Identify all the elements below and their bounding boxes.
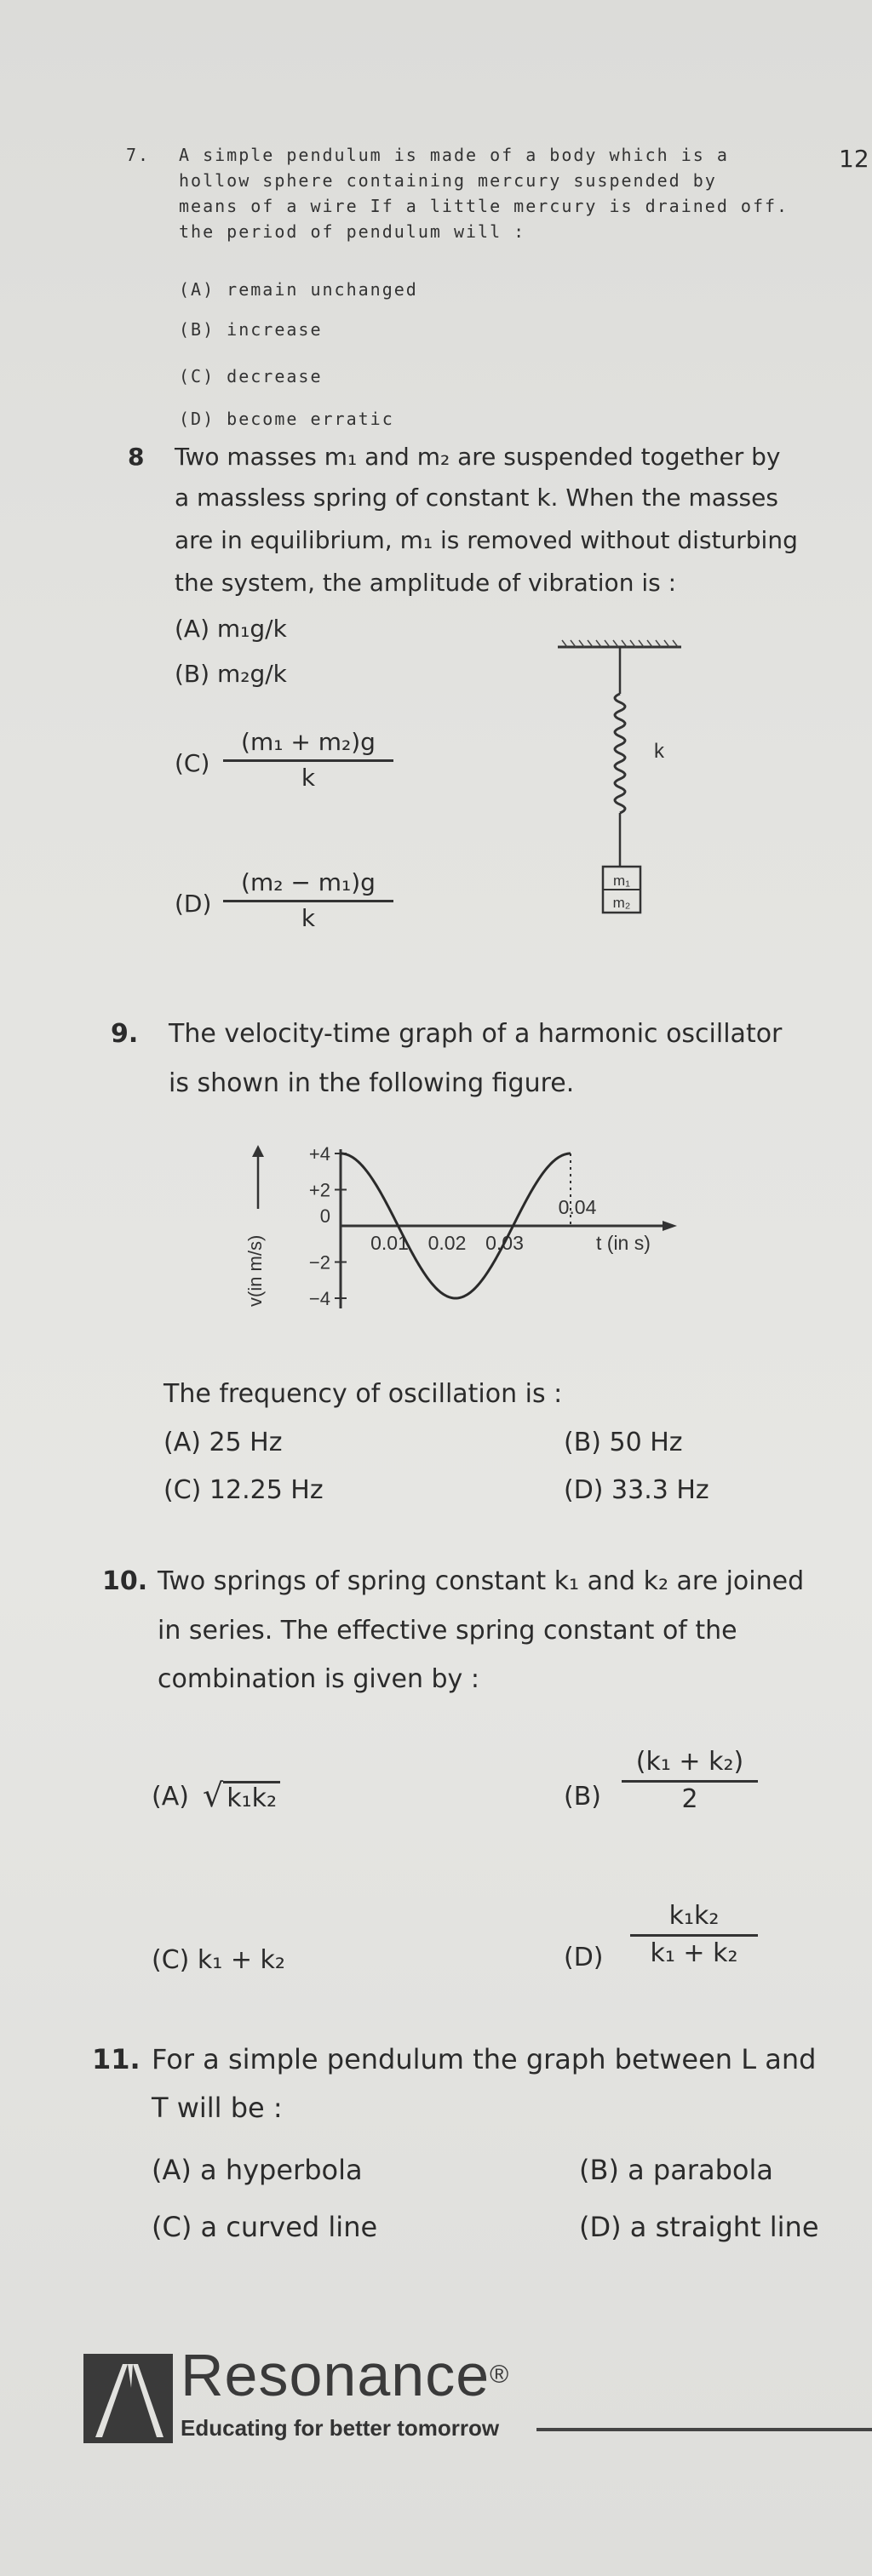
question-number: 11. bbox=[92, 2043, 141, 2075]
mass-m1-label: m₁ bbox=[613, 873, 630, 889]
option-d-fraction bbox=[630, 1901, 758, 1968]
y-tick-label: −2 bbox=[308, 1251, 330, 1274]
spring-constant-label: k bbox=[654, 740, 664, 763]
option-b-fraction bbox=[622, 1747, 758, 1814]
numerator: (m₂ − m₁)g bbox=[241, 868, 376, 896]
brand-name: Resonance® bbox=[181, 2342, 510, 2408]
question-text-line: T will be : bbox=[152, 2092, 283, 2124]
question-prompt: The frequency of oscillation is : bbox=[164, 1379, 563, 1409]
mass-m2-label: m₂ bbox=[612, 895, 631, 911]
y-label-arrow-head bbox=[252, 1145, 264, 1157]
option-d: (D) 33.3 Hz bbox=[564, 1475, 709, 1505]
option-a-label: (A) bbox=[152, 1782, 189, 1812]
sqrt-radicand: k₁k₂ bbox=[223, 1781, 280, 1813]
question-text-line: hollow sphere containing mercury suspended by bbox=[179, 170, 717, 191]
y-tick-label: 0 bbox=[319, 1205, 330, 1227]
x-axis-label: t (in s) bbox=[596, 1232, 651, 1254]
denominator: k bbox=[301, 904, 316, 932]
question-text-line: combination is given by : bbox=[158, 1664, 479, 1694]
option-a: (A) remain unchanged bbox=[179, 279, 418, 300]
option-b: (B) m₂g/k bbox=[175, 660, 287, 688]
footer-rule bbox=[536, 2428, 872, 2431]
option-a: (A) 25 Hz bbox=[164, 1428, 283, 1457]
option-a: (A) m₁g/k bbox=[175, 615, 287, 643]
y-tick-label: −4 bbox=[308, 1288, 330, 1309]
x-axis-arrow bbox=[663, 1221, 677, 1231]
option-b-label: (B) bbox=[564, 1782, 601, 1812]
option-c: (C) k₁ + k₂ bbox=[152, 1945, 285, 1975]
spring-coil bbox=[615, 694, 625, 813]
question-text-line: a massless spring of constant k. When the masses bbox=[175, 484, 778, 512]
option-b: (B) a parabola bbox=[579, 2154, 773, 2186]
question-number: 8 bbox=[128, 443, 145, 471]
page-number: 12 bbox=[839, 145, 869, 173]
numerator: k₁k₂ bbox=[668, 1901, 720, 1931]
sqrt-symbol: √ bbox=[203, 1777, 224, 1814]
question-number: 7. bbox=[126, 145, 151, 165]
resonance-logo-icon bbox=[83, 2354, 173, 2443]
x-tick-label: 0.01 bbox=[370, 1232, 409, 1254]
question-text-line: The velocity-time graph of a harmonic oscillator bbox=[169, 1019, 783, 1049]
denominator: k bbox=[301, 764, 316, 792]
option-b: (B) 50 Hz bbox=[564, 1428, 683, 1457]
option-d: (D) a straight line bbox=[579, 2211, 819, 2243]
numerator: (m₁ + m₂)g bbox=[241, 728, 376, 756]
question-text-line: means of a wire If a little mercury is drained off. bbox=[179, 196, 789, 216]
numerator: (k₁ + k₂) bbox=[635, 1747, 744, 1777]
x-tick-label: 0.03 bbox=[485, 1232, 524, 1254]
option-d-label: (D) bbox=[175, 890, 212, 918]
option-c: (C) decrease bbox=[179, 366, 323, 386]
denominator: k₁ + k₂ bbox=[650, 1938, 738, 1968]
question-text-line: A simple pendulum is made of a body which is a bbox=[179, 145, 729, 165]
question-text-line: are in equilibrium, m₁ is removed without disturbing bbox=[175, 526, 798, 554]
question-text-line: the period of pendulum will : bbox=[179, 221, 526, 242]
registered-mark: ® bbox=[490, 2361, 510, 2389]
x-tick-label: 0.04 bbox=[558, 1196, 597, 1218]
question-text-line: in series. The effective spring constant of the bbox=[158, 1616, 737, 1646]
option-c-label: (C) bbox=[175, 749, 210, 777]
option-a-sqrt bbox=[203, 1777, 280, 1814]
spring-mass-diagram bbox=[554, 638, 690, 919]
y-tick-label: +2 bbox=[308, 1179, 330, 1201]
option-d: (D) become erratic bbox=[179, 409, 394, 429]
option-c: (C) 12.25 Hz bbox=[164, 1475, 324, 1505]
question-text-line: the system, the amplitude of vibration is : bbox=[175, 569, 677, 597]
x-tick-label: 0.02 bbox=[427, 1232, 467, 1254]
option-c-fraction bbox=[223, 728, 393, 792]
option-b: (B) increase bbox=[179, 319, 323, 340]
option-c: (C) a curved line bbox=[152, 2211, 378, 2243]
y-tick-label: +4 bbox=[308, 1145, 330, 1165]
velocity-time-graph bbox=[243, 1145, 686, 1332]
option-a: (A) a hyperbola bbox=[152, 2154, 363, 2186]
question-text-line: Two springs of spring constant k₁ and k₂ are joined bbox=[158, 1566, 805, 1596]
question-text-line: is shown in the following figure. bbox=[169, 1068, 575, 1098]
y-axis-label: v(in m/s) bbox=[244, 1234, 266, 1307]
question-number: 9. bbox=[111, 1019, 139, 1049]
denominator: 2 bbox=[681, 1784, 698, 1814]
option-d-fraction bbox=[223, 868, 393, 932]
question-text-line: For a simple pendulum the graph between L and bbox=[152, 2043, 817, 2075]
brand-tagline: Educating for better tomorrow bbox=[181, 2415, 500, 2441]
option-d-label: (D) bbox=[564, 1943, 604, 1972]
question-text-line: Two masses m₁ and m₂ are suspended together by bbox=[175, 443, 781, 471]
question-number: 10. bbox=[102, 1566, 148, 1596]
